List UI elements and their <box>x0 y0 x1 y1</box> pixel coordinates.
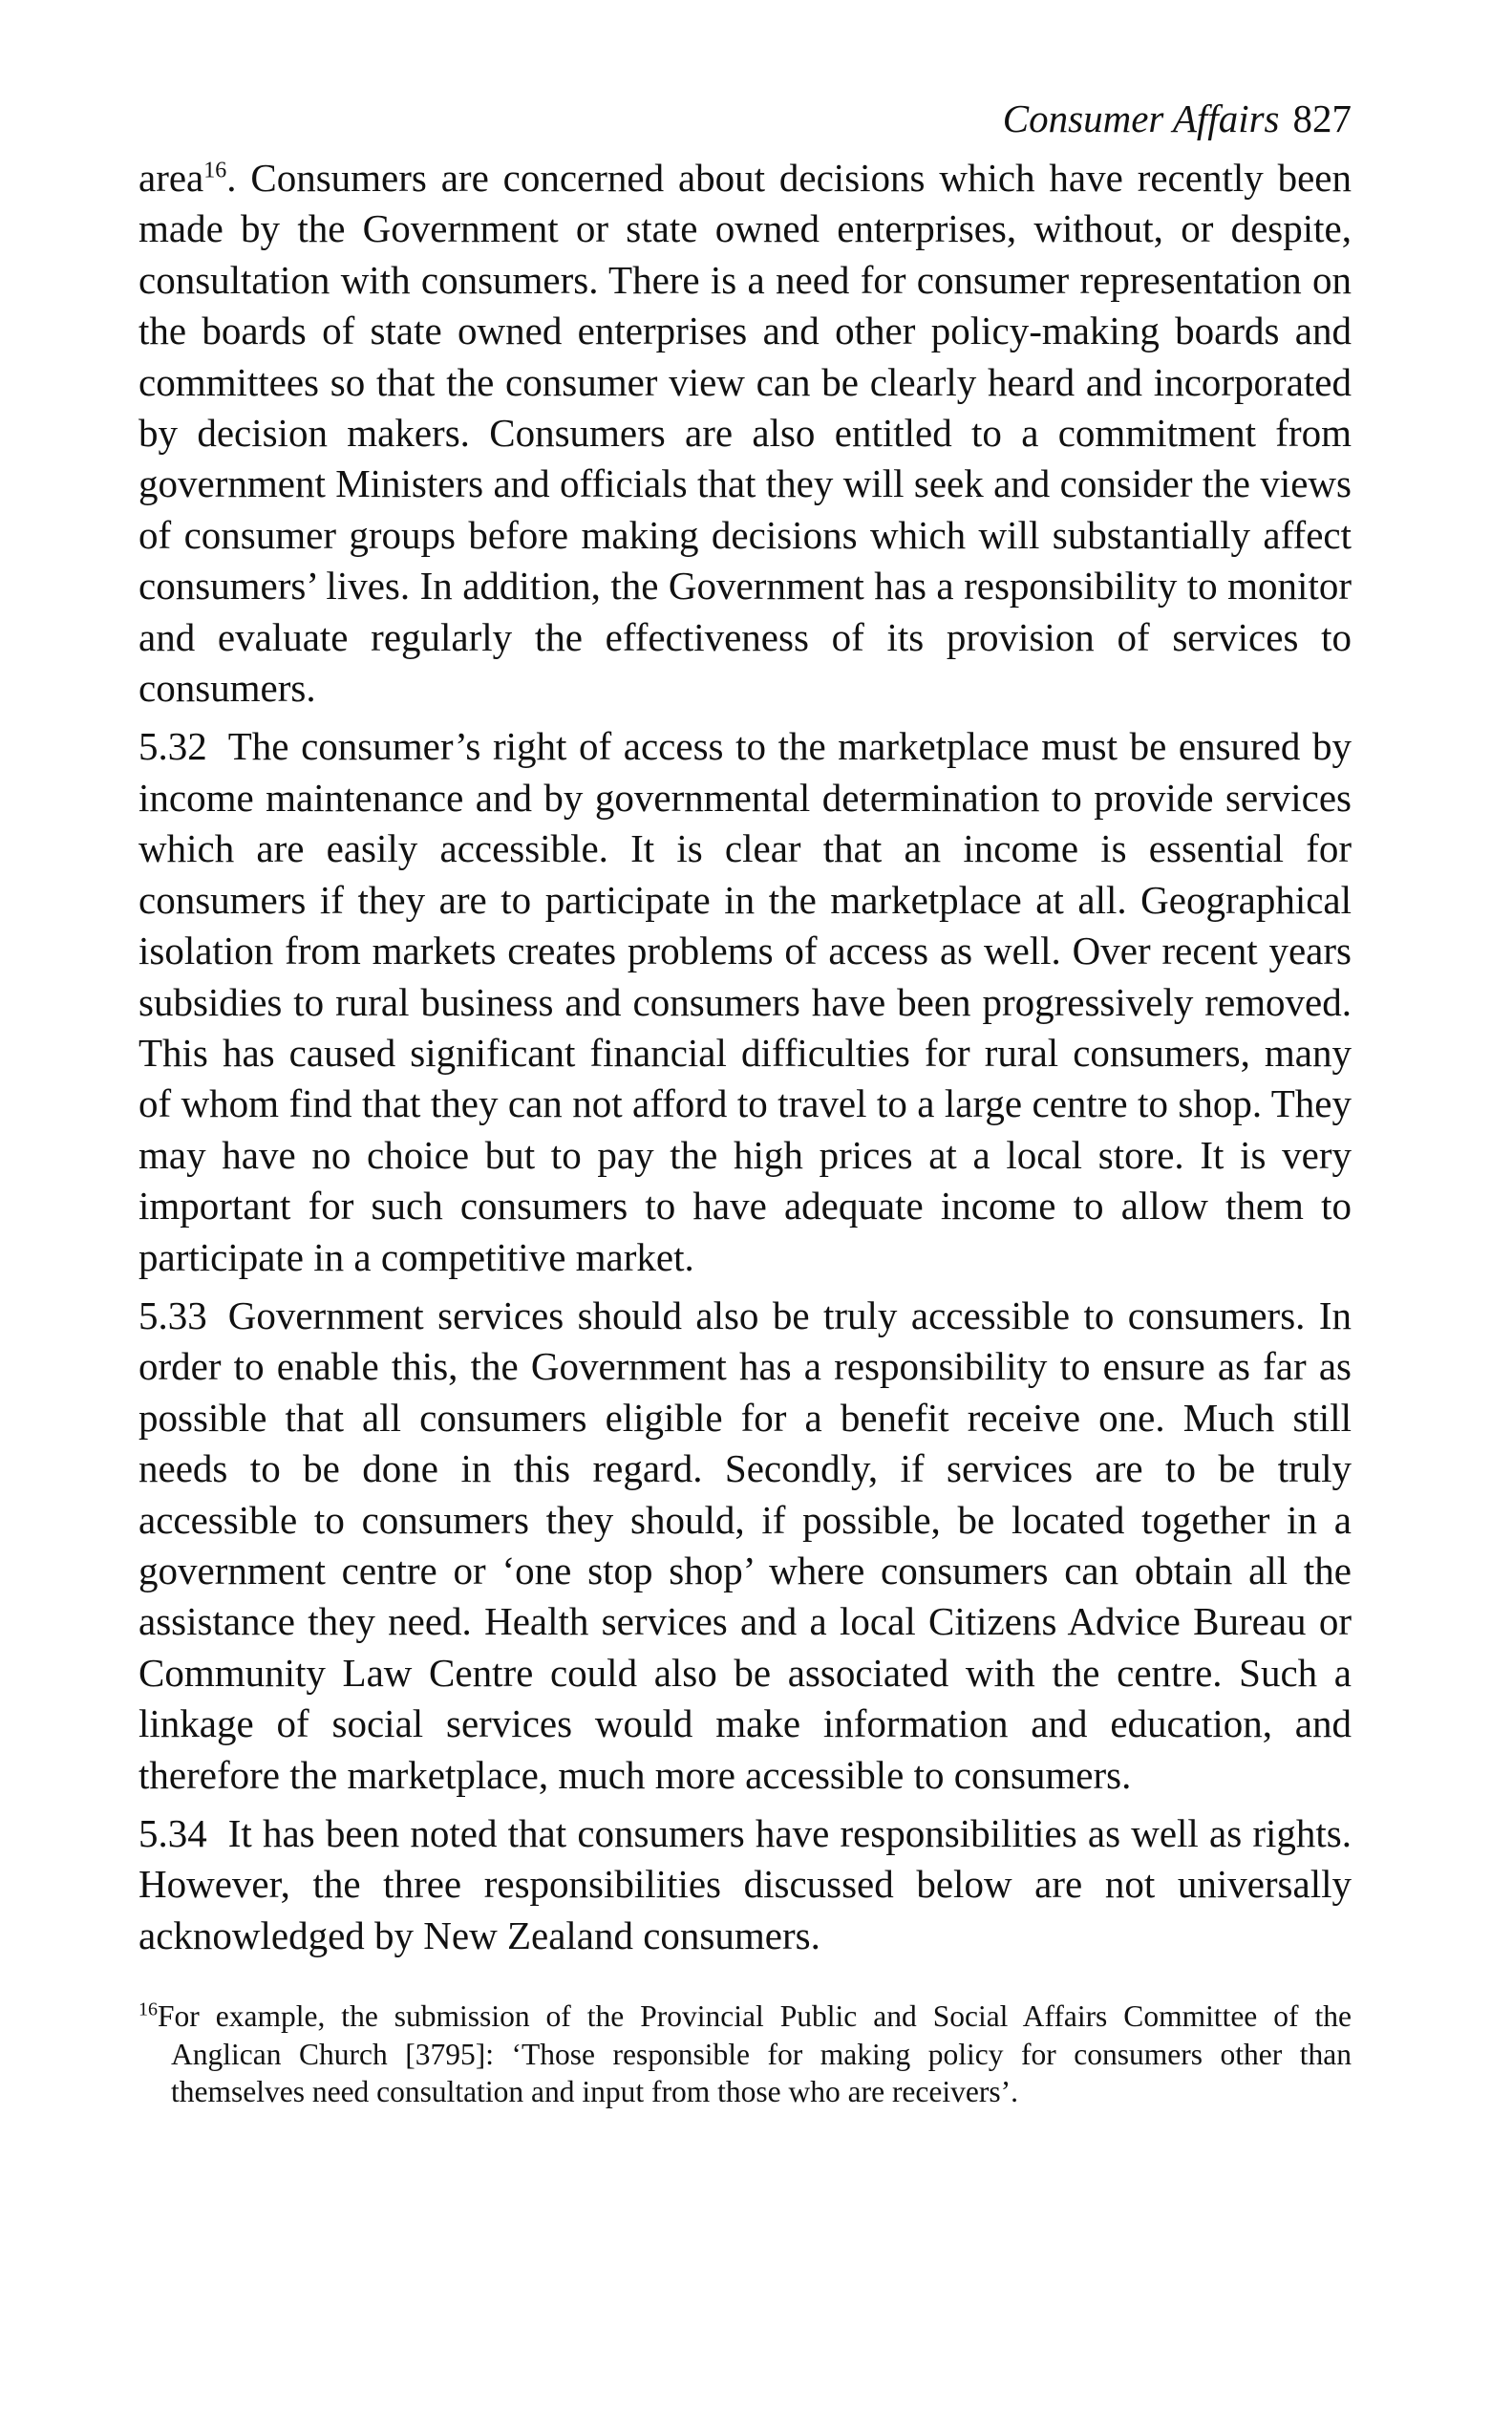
paragraph-number: 5.33 <box>138 1293 207 1337</box>
footnote-reference: 16 <box>203 158 227 183</box>
page-number: 827 <box>1292 96 1352 140</box>
running-header <box>138 96 1352 153</box>
paragraph-text: Government services should also be truly accessible to consumers. In order to enable this, the Government has a responsibility to ensure as far as possible that all consumers eligible for a benefit receive one. Much still needs to be done in this regard. Secondly, if services are to be truly accessible to consumers they should, if possible, be located together in a government centre or ‘one stop shop’ where consumers can obtain all the assistance they need. Health services and a local Citizens Advice Bureau or Community Law Centre could also be associated with the centre. Such a linkage of social services would make information and education, and therefore the marketplace, much more accessible to consumers. <box>138 1293 1352 1797</box>
paragraph-5-34 <box>138 1808 1352 1961</box>
paragraph-text: It has been noted that consumers have responsibilities as well as rights. However, the three responsibilities discussed below are not universally acknowledged by New Zealand consumers. <box>138 1811 1352 1957</box>
footnote-marker: 16 <box>138 1998 158 2020</box>
paragraph-number: 5.32 <box>138 724 207 769</box>
document-page <box>138 96 1352 2111</box>
header-title: Consumer Affairs <box>1002 96 1280 140</box>
body-text <box>138 153 1352 1961</box>
footnote-text: For example, the submission of the Provincial Public and Social Affairs Committee of the Anglican Church [3795]: ‘Those responsible for making policy for consumers other than themselves need consultation and input from those who are receivers’. <box>158 1999 1352 2109</box>
paragraph-5-33 <box>138 1291 1352 1801</box>
paragraph-5-32 <box>138 721 1352 1282</box>
paragraph-lead-word: area <box>138 156 204 200</box>
paragraph-text: The consumer’s right of access to the marketplace must be ensured by income maintenance and by governmental determination to provide services which are easily accessible. It is clear that an income is essential for consumers if they are to participate in the marketplace at all. Geographical isolation from markets creates problems of access as well. Over recent years subsidies to rural business and consumers have been progressively removed. This has caused significant financial difficulties for rural consumers, many of whom find that they can not afford to travel to a large centre to shop. They may have no choice but to pay the high prices at a local store. It is very important for such consumers to have adequate income to allow them to participate in a competitive market. <box>138 724 1352 1279</box>
footnotes <box>138 1998 1352 2111</box>
paragraph-text: . Consumers are concerned about decisions which have recently been made by the Government or state owned enterprises, without, or despite, consultation with consumers. There is a need for consumer representation on the boards of state owned enterprises and other policy-making boards and committees so that the consumer view can be clearly heard and incorporated by decision makers. Consumers are also entitled to a commitment from government Ministers and officials that they will seek and consider the views of consumer groups before making decisions which will substantially affect consumers’ lives. In addition, the Government has a responsibility to monitor and evaluate regularly the effectiveness of its provision of services to consumers. <box>138 156 1352 711</box>
paragraph-continued <box>138 153 1352 714</box>
paragraph-number: 5.34 <box>138 1811 207 1855</box>
footnote-16 <box>138 1998 1352 2111</box>
